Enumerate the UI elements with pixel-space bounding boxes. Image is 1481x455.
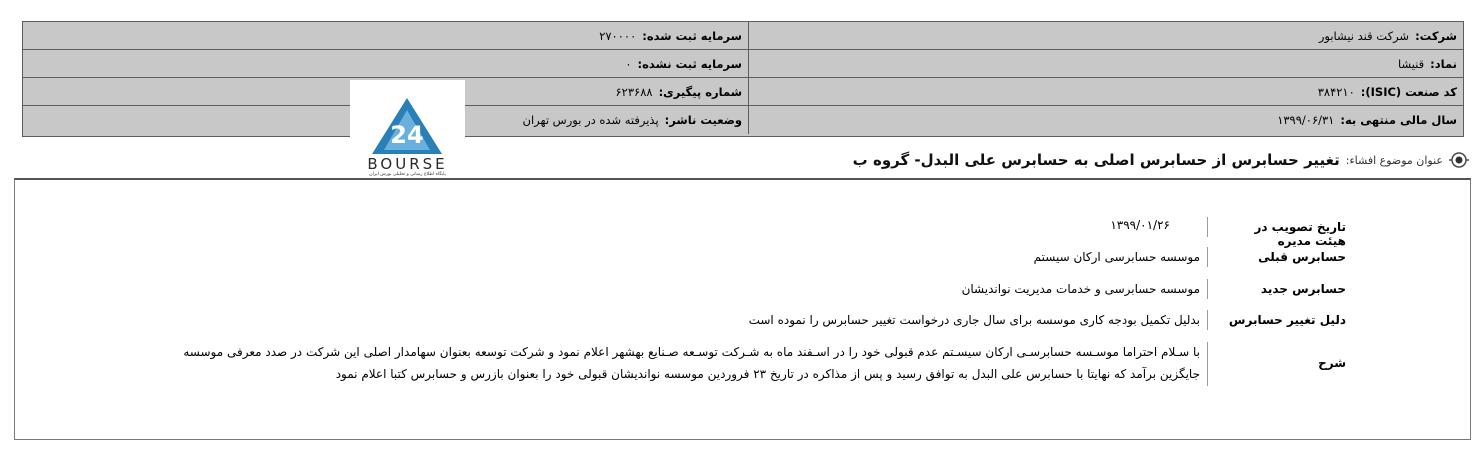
approval-date-label: تاریخ تصویب در هیئت مدیره [1254,220,1346,248]
subject-title: تغییر حسابرس از حسابرس اصلی به حسابرس علی البدل- گروه ب [852,151,1340,169]
separator [1207,217,1208,237]
subject-label: عنوان موضوع افشاء: [1345,153,1443,167]
explanation-line-1: با سـلام احتراما موسـسه حسابرسـی ارکان سیسـتم عدم قبولی خود را در اسـفند ماه به شـرکت توسـعه صـنایع بهشهر اعلام نمود و شرکت توسعه بعنوان سهامدار اصلی این شرکت در صدد معرفی موسسه [183,345,1200,359]
reason-value: بدلیل تکمیل بودجه کاری موسسه برای سال جاری درخواست تغییر حسابرس را نموده است [748,313,1200,327]
explanation-line-2: جایگزین برآمد که نهایتا با حسابرس علی البدل به توافق رسید و پس از مذاکره در تاریخ ۲۳ فروردین موسسه نواندیشان قبولی خود را بعنوان بازرس و حسابرس کتبا اعلام نمود [335,367,1200,381]
info-row-3 [23,78,1463,106]
industry-code-cell [748,78,1463,106]
new-auditor-value: موسسه حسابرسی و خدمات مدیریت نواندیشان [961,282,1200,296]
publisher-status-value: پذیرفته شده در بورس تهران [522,113,659,127]
logo-word: BOURSE [367,155,448,173]
publisher-status-label: وضعیت ناشر: [664,113,742,127]
registered-capital-value: ۲۷۰۰۰۰ [599,29,637,43]
unregistered-capital-value: ۰ [625,57,632,71]
industry-code-label: کد صنعت (ISIC): [1360,85,1457,99]
separator [1207,310,1208,330]
symbol-cell [748,50,1463,78]
approval-date-value: ۱۳۹۹/۰۱/۲۶ [1110,218,1170,232]
company-cell [748,22,1463,50]
registered-capital-cell [23,22,748,50]
previous-auditor-value: موسسه حسابرسی ارکان سیستم [1033,250,1200,264]
info-row-4 [23,106,1463,134]
explanation-text [20,341,1200,385]
tracking-number-label: شماره پیگیری: [658,85,742,99]
separator [1207,247,1208,267]
logo-tagline: پایگاه اطلاع رسانی و تحلیلی بورس ایران [369,172,446,177]
company-value: شرکت قند نیشابور [1318,29,1410,43]
bourse-logo [350,80,465,180]
bourse-triangle-icon [350,80,465,158]
company-info-table [22,21,1464,137]
new-auditor-label: حسابرس جدید [1260,282,1346,296]
separator [1207,279,1208,299]
disclosure-subject [853,145,1469,175]
unregistered-capital-cell [23,50,748,78]
fiscal-year-cell [748,106,1463,134]
symbol-label: نماد: [1430,57,1457,71]
fiscal-year-value: ۱۳۹۹/۰۶/۳۱ [1277,113,1335,127]
previous-auditor-label: حسابرس قبلی [1258,250,1346,264]
separator [1207,342,1208,386]
details-box [14,178,1471,440]
registered-capital-label: سرمایه ثبت شده: [642,29,742,43]
svg-text:24: 24 [390,121,424,149]
explanation-label: شرح [1318,356,1346,370]
reason-label: دلیل تغییر حسابرس [1228,313,1346,327]
fiscal-year-label: سال مالی منتهی به: [1340,113,1457,127]
company-label: شرکت: [1415,29,1457,43]
target-bullet-icon [1449,150,1469,170]
info-row-1 [23,22,1463,50]
info-row-2 [23,50,1463,78]
symbol-value: قنیشا [1397,57,1425,71]
unregistered-capital-label: سرمایه ثبت نشده: [637,57,742,71]
tracking-number-value: ۶۲۳۶۸۸ [615,85,653,99]
industry-code-value: ۳۸۴۲۱۰ [1317,85,1355,99]
